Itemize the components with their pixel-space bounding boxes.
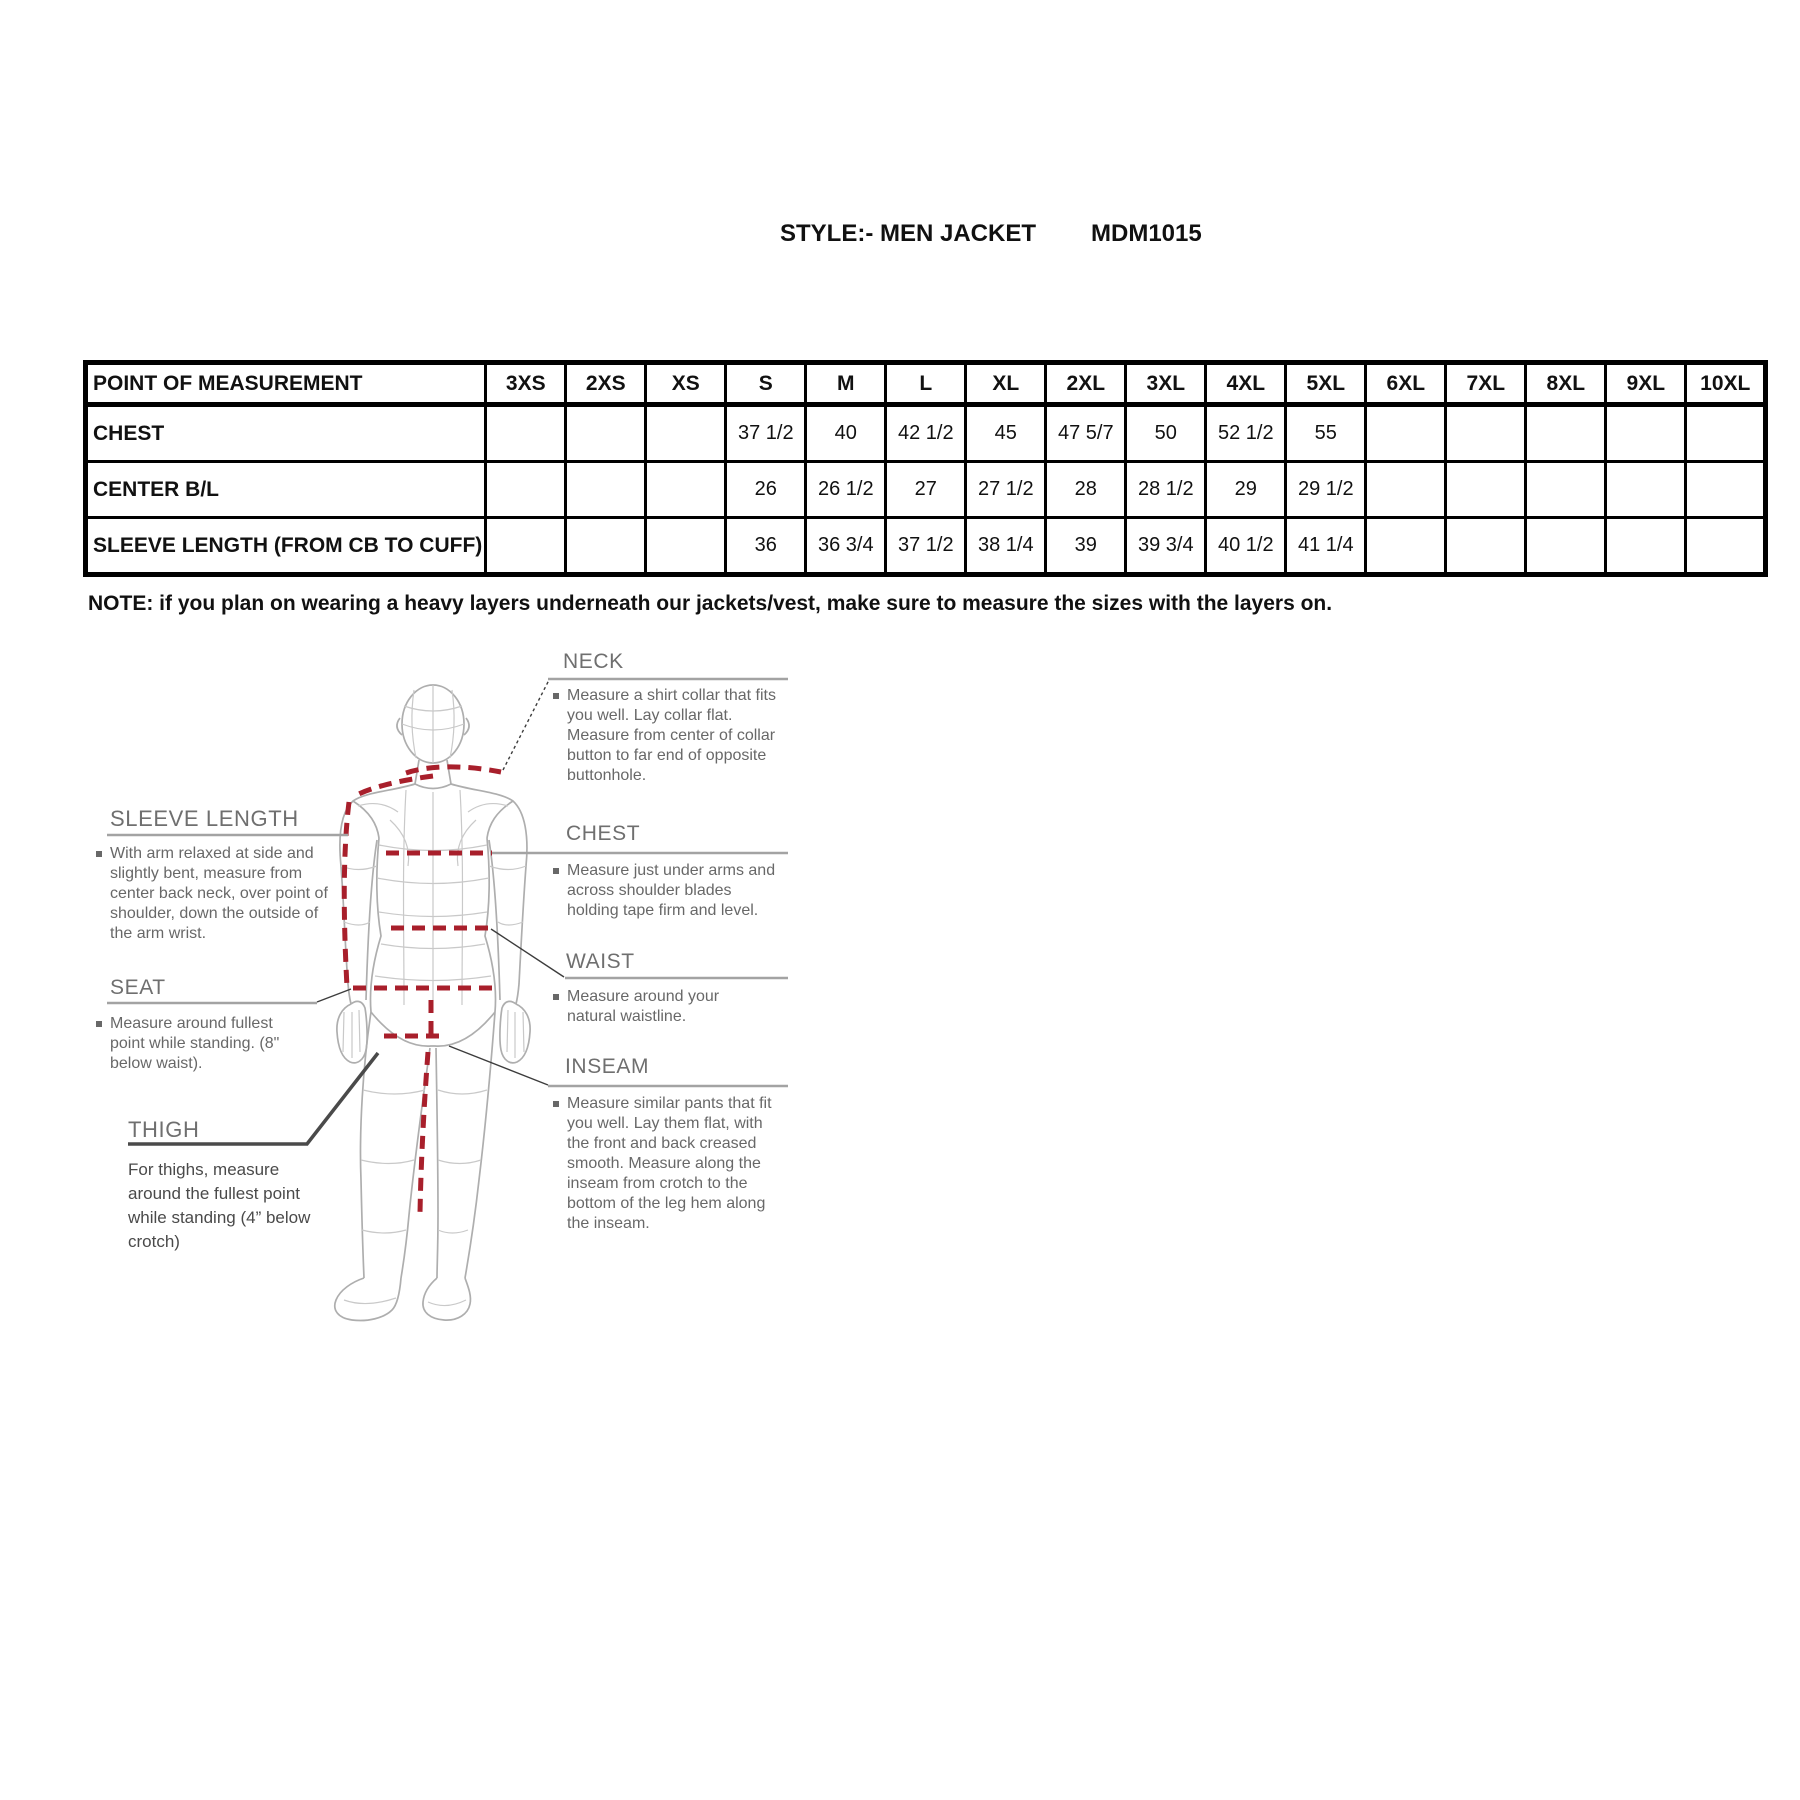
table-row	[86, 462, 1766, 518]
size-value-cell: 26 1/2	[806, 462, 886, 518]
point-of-measurement-header: POINT OF MEASUREMENT	[86, 363, 486, 405]
bullet-icon	[96, 851, 102, 857]
size-value-cell: 28	[1046, 462, 1126, 518]
bullet-icon	[96, 1021, 102, 1027]
body-figure-mesh	[341, 685, 526, 1306]
chest-description: Measure just under arms and across shoulder blades holding tape firm and level.	[553, 861, 781, 921]
sleeve-length-heading: SLEEVE LENGTH	[110, 806, 299, 831]
size-value-cell	[646, 405, 726, 462]
size-value-cell	[486, 405, 566, 462]
size-column-header: 3XS	[486, 363, 566, 405]
size-value-cell: 28 1/2	[1126, 462, 1206, 518]
size-value-cell: 40	[806, 405, 886, 462]
size-column-header: S	[726, 363, 806, 405]
inseam-description: Measure similar pants that fit you well. Lay them flat, with the front and back creased smooth. Measure along the inseam from crotch to the bottom of the leg hem along the inseam.	[553, 1094, 788, 1234]
size-column-header: 2XL	[1046, 363, 1126, 405]
size-value-cell	[1606, 462, 1686, 518]
seat-heading: SEAT	[110, 976, 166, 999]
size-value-cell: 47 5/7	[1046, 405, 1126, 462]
seat-callout-line	[317, 989, 351, 1002]
neck-measure-line	[406, 767, 501, 773]
size-value-cell	[1686, 518, 1766, 575]
size-value-cell: 37 1/2	[886, 518, 966, 575]
size-value-cell: 37 1/2	[726, 405, 806, 462]
size-value-cell	[646, 518, 726, 575]
sleeve-length-description: With arm relaxed at side and slightly bent, measure from center back neck, over point of shoulder, down the outside of the arm wrist.	[96, 844, 341, 944]
size-value-cell	[486, 518, 566, 575]
size-value-cell: 45	[966, 405, 1046, 462]
size-value-cell	[1446, 462, 1526, 518]
size-value-cell	[1526, 405, 1606, 462]
waist-description: Measure around your natural waistline.	[553, 987, 763, 1027]
size-value-cell: 39 3/4	[1126, 518, 1206, 575]
size-table	[83, 360, 1768, 577]
size-value-cell	[1446, 405, 1526, 462]
waist-heading: WAIST	[566, 950, 635, 973]
size-column-header: 9XL	[1606, 363, 1686, 405]
size-column-header: 5XL	[1286, 363, 1366, 405]
size-value-cell: 27 1/2	[966, 462, 1046, 518]
size-value-cell: 50	[1126, 405, 1206, 462]
size-value-cell	[566, 462, 646, 518]
neck-callout-line	[503, 680, 549, 770]
size-value-cell	[646, 462, 726, 518]
size-value-cell	[1366, 518, 1446, 575]
size-value-cell	[1606, 405, 1686, 462]
bullet-icon	[553, 868, 559, 874]
sleeve-arm-measure-line	[344, 802, 349, 987]
thigh-description: For thighs, measure around the fullest point while standing (4” below crotch)	[128, 1160, 311, 1251]
size-value-cell: 38 1/4	[966, 518, 1046, 575]
size-value-cell	[1526, 518, 1606, 575]
size-value-cell: 41 1/4	[1286, 518, 1366, 575]
size-value-cell	[566, 405, 646, 462]
size-value-cell	[1446, 518, 1526, 575]
size-column-header: 2XS	[566, 363, 646, 405]
table-row	[86, 405, 1766, 462]
size-value-cell	[1686, 405, 1766, 462]
measurement-lines	[344, 767, 501, 1213]
neck-heading: NECK	[563, 650, 624, 673]
neck-description: Measure a shirt collar that fits you well. Lay collar flat. Measure from center of collar button to far end of opposite buttonhole.	[553, 686, 781, 786]
bullet-icon	[553, 994, 559, 1000]
size-column-header: 8XL	[1526, 363, 1606, 405]
size-column-header: 10XL	[1686, 363, 1766, 405]
inseam-heading: INSEAM	[565, 1055, 650, 1078]
size-value-cell: 36	[726, 518, 806, 575]
size-value-cell: 40 1/2	[1206, 518, 1286, 575]
size-column-header: M	[806, 363, 886, 405]
size-value-cell	[1686, 462, 1766, 518]
size-column-header: L	[886, 363, 966, 405]
size-column-header: XS	[646, 363, 726, 405]
page-title	[780, 220, 1202, 248]
size-value-cell: 39	[1046, 518, 1126, 575]
size-value-cell	[1526, 462, 1606, 518]
size-value-cell: 55	[1286, 405, 1366, 462]
size-column-header: 3XL	[1126, 363, 1206, 405]
size-value-cell: 36 3/4	[806, 518, 886, 575]
bullet-icon	[553, 693, 559, 699]
size-value-cell: 27	[886, 462, 966, 518]
style-code: MDM1015	[1091, 220, 1202, 247]
waist-callout-line	[491, 929, 564, 977]
size-value-cell	[1366, 405, 1446, 462]
thigh-heading: THIGH	[128, 1117, 200, 1142]
size-column-header: 7XL	[1446, 363, 1526, 405]
size-value-cell: 52 1/2	[1206, 405, 1286, 462]
row-label: SLEEVE LENGTH (FROM CB TO CUFF)	[86, 518, 486, 575]
size-column-header: 6XL	[1366, 363, 1446, 405]
size-value-cell: 29	[1206, 462, 1286, 518]
chest-heading: CHEST	[566, 822, 641, 845]
table-row	[86, 518, 1766, 575]
seat-description: Measure around fullest point while standing. (8" below waist).	[96, 1014, 306, 1074]
size-value-cell	[1606, 518, 1686, 575]
inseam-callout-line	[449, 1046, 548, 1085]
size-value-cell: 42 1/2	[886, 405, 966, 462]
size-value-cell: 26	[726, 462, 806, 518]
size-column-header: 4XL	[1206, 363, 1286, 405]
row-label: CENTER B/L	[86, 462, 486, 518]
size-value-cell	[1366, 462, 1446, 518]
style-label: STYLE:- MEN JACKET	[780, 220, 1037, 247]
size-value-cell	[486, 462, 566, 518]
size-column-header: XL	[966, 363, 1046, 405]
size-value-cell: 29 1/2	[1286, 462, 1366, 518]
size-value-cell	[566, 518, 646, 575]
note-text: NOTE: if you plan on wearing a heavy layers underneath our jackets/vest, make sure to measure the sizes with the layers on.	[88, 592, 1333, 615]
row-label: CHEST	[86, 405, 486, 462]
bullet-icon	[553, 1101, 559, 1107]
